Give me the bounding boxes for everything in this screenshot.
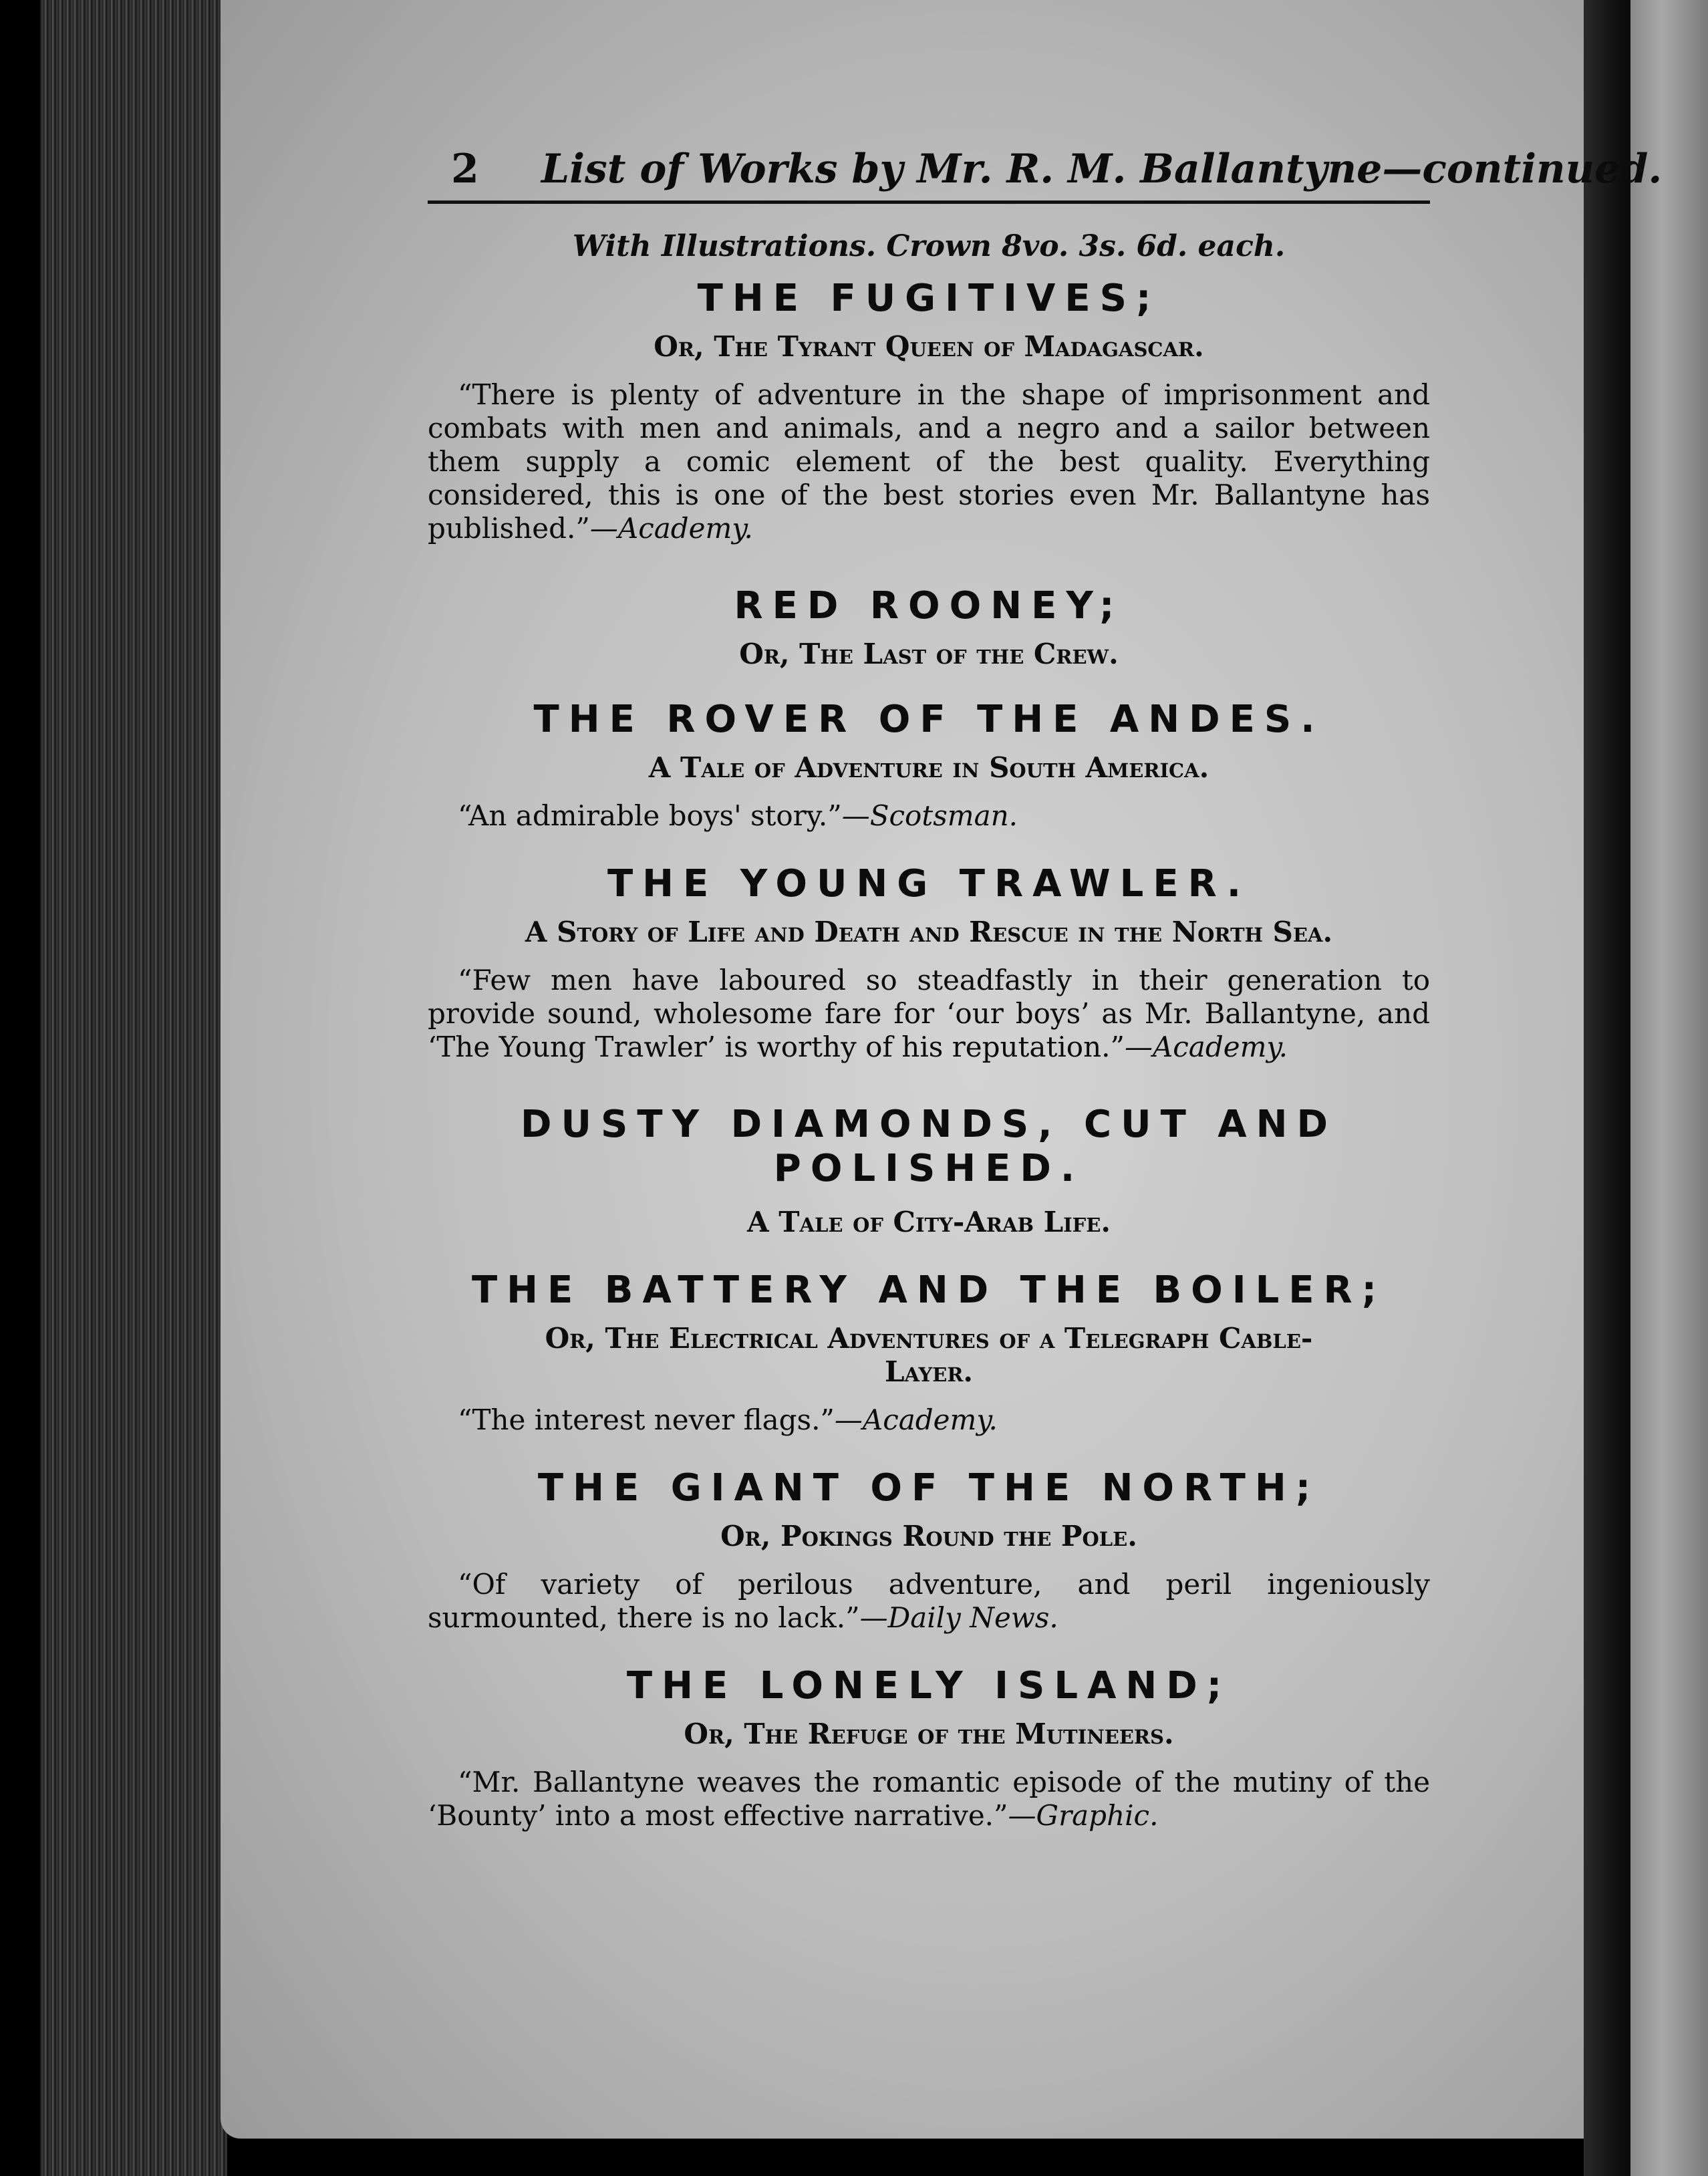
work-subtitle: Or, The Tyrant Queen of Madagascar. — [654, 330, 1204, 363]
work-review — [428, 964, 1430, 1064]
work-review — [428, 1766, 1430, 1832]
work-subtitle: Or, The Last of the Crew. — [739, 638, 1119, 670]
running-title: List of Works by Mr. R. M. Ballantyne—continued. — [541, 146, 1663, 192]
review-source: —Academy. — [1124, 1031, 1288, 1063]
work-title: THE LONELY ISLAND; — [626, 1664, 1232, 1708]
page-number: 2 — [451, 146, 479, 192]
page-content — [428, 134, 1663, 1832]
book-gutter — [1584, 0, 1637, 2176]
review-quote: “Of variety of perilous adventure, and peril ingeniously surmounted, there is no lack.” — [428, 1568, 1430, 1634]
review-source: —Daily News. — [859, 1601, 1058, 1634]
review-quote: “Mr. Ballantyne weaves the romantic episode of the mutiny of the ‘Bounty’ into a most effective narrative.” — [428, 1766, 1430, 1832]
review-quote: “The interest never flags.” — [458, 1403, 835, 1436]
review-quote: “Few men have laboured so steadfastly in their generation to provide sound, wholesome fare for ‘our boys’ as Mr. Ballantyne, and ‘The Young Trawler’ is worthy of his reputation.” — [428, 964, 1430, 1063]
work-review — [428, 1403, 1430, 1437]
work-review — [428, 799, 1430, 833]
edition-line: With Illustrations. Crown 8vo. 3s. 6d. each. — [572, 229, 1286, 263]
work-subtitle: Or, The Electrical Adventures of a Telegraph Cable-Layer. — [545, 1322, 1313, 1388]
work-subtitle: A Tale of Adventure in South America. — [648, 751, 1209, 784]
book-page-edges — [40, 0, 227, 2176]
review-source: —Graphic. — [1008, 1799, 1159, 1832]
facing-page-edge — [1630, 0, 1708, 2176]
work-title: RED ROONEY; — [734, 584, 1124, 628]
work-title: THE ROVER OF THE ANDES. — [533, 698, 1324, 741]
work-subtitle: A Tale of City-Arab Life. — [747, 1206, 1111, 1238]
work-subtitle: Or, Pokings Round the Pole. — [720, 1520, 1137, 1552]
work-review — [428, 1568, 1430, 1635]
review-quote: “An admirable boys' story.” — [458, 799, 842, 832]
work-title: THE GIANT OF THE NORTH; — [537, 1466, 1320, 1510]
work-subtitle: A Story of Life and Death and Rescue in the North Sea. — [525, 916, 1333, 948]
review-quote: “There is plenty of adventure in the shape of imprisonment and combats with men and animals, and a negro and a sailor between them supply a comic element of the best quality. Everything considered, this is one of the best stories even Mr. Ballantyne has published.” — [428, 378, 1430, 545]
work-title: DUSTY DIAMONDS, CUT AND POLISHED. — [521, 1103, 1337, 1190]
review-source: —Academy. — [589, 512, 753, 545]
running-head — [428, 134, 1663, 204]
work-title: THE FUGITIVES; — [697, 277, 1161, 320]
work-title: THE YOUNG TRAWLER. — [607, 862, 1251, 906]
review-source: —Academy. — [834, 1403, 998, 1436]
work-subtitle: Or, The Refuge of the Mutineers. — [684, 1718, 1174, 1750]
work-review — [428, 378, 1430, 545]
review-source: —Scotsman. — [841, 799, 1018, 832]
work-title: THE BATTERY AND THE BOILER; — [471, 1268, 1387, 1312]
